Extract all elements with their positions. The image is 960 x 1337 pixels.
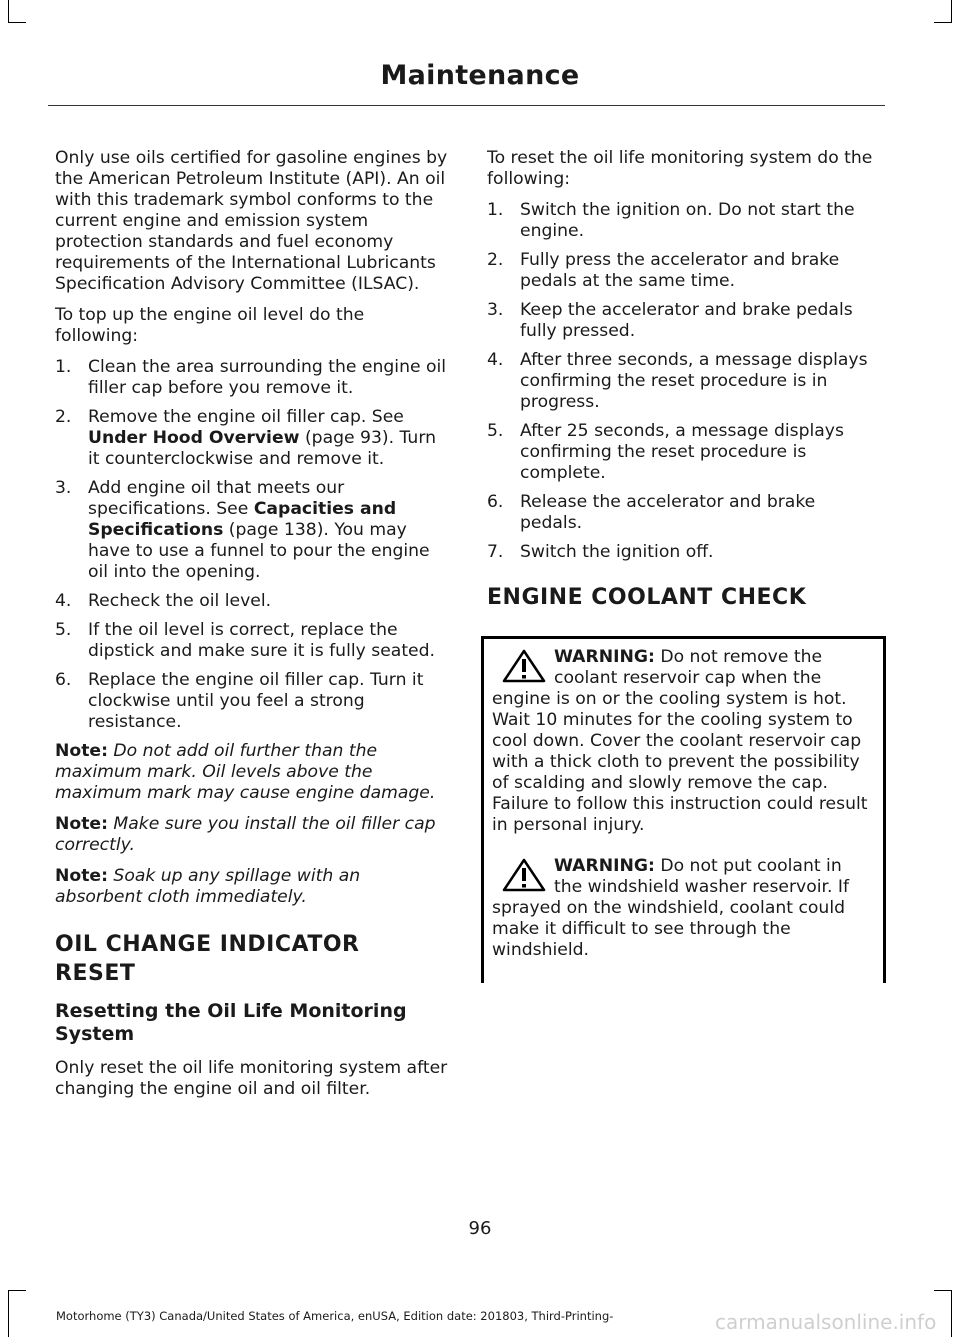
reset-steps	[487, 200, 880, 563]
note-text: Do not add oil further than the maximum mark. Oil levels above the maximum mark may cause engine damage.	[55, 741, 436, 803]
note-label: Note:	[55, 866, 108, 886]
list-item	[487, 300, 880, 342]
note	[55, 866, 448, 908]
warning-triangle-icon	[502, 649, 546, 683]
list-item	[487, 250, 880, 292]
watermark: carmanualsonline.info	[715, 1310, 937, 1334]
list-item	[55, 591, 448, 612]
list-item	[55, 670, 448, 733]
step-number: 7.	[487, 542, 504, 562]
step-text: Keep the accelerator and brake pedals fully pressed.	[520, 300, 853, 341]
note-text: Soak up any spillage with an absorbent cloth immediately.	[55, 866, 361, 907]
section-heading-coolant: ENGINE COOLANT CHECK	[487, 585, 807, 610]
step-text: If the oil level is correct, replace the dipstick and make sure it is fully seated.	[88, 620, 436, 661]
step-text: Recheck the oil level.	[88, 591, 272, 611]
note-label: Note:	[55, 814, 108, 834]
list-item	[487, 421, 880, 484]
step-text: Fully press the accelerator and brake pedals at the same time.	[520, 250, 840, 291]
warning-text: Do not remove the coolant reservoir cap when the engine is on or the cooling system is hot. Wait 10 minutes for the cooling system to cool down. Cover the coolant reservoir cap with a thick cloth to prevent the possibility of scalding and slowly remove the cap. Failure to follow this instruction could result in personal injury.	[492, 647, 868, 835]
note-text: Make sure you install the oil filler cap correctly.	[55, 814, 436, 855]
warning-box	[481, 636, 886, 983]
page-number: 96	[468, 1218, 492, 1239]
step-number: 3.	[55, 478, 72, 498]
top-up-steps	[55, 357, 448, 733]
list-item	[55, 478, 448, 583]
footer-edition-info: Motorhome (TY3) Canada/United States of America, enUSA, Edition date: 201803, Third-Printing-	[56, 1309, 614, 1323]
step-number: 2.	[487, 250, 504, 270]
step-number: 5.	[55, 620, 72, 640]
crop-mark	[8, 0, 9, 22]
list-item	[487, 350, 880, 413]
note	[55, 741, 448, 804]
cross-reference-link[interactable]: Under Hood Overview	[88, 428, 300, 448]
step-number: 4.	[487, 350, 504, 370]
top-up-intro: To top up the engine oil level do the following:	[55, 305, 365, 346]
page-header-title: Maintenance	[380, 60, 580, 91]
step-text: Release the accelerator and brake pedals.	[520, 492, 816, 533]
list-item	[55, 620, 448, 662]
section-heading-line: OIL CHANGE INDICATOR	[55, 932, 360, 957]
step-text: (page 138). You may have to use a funnel to pour the engine oil into the opening.	[88, 520, 430, 582]
crop-mark	[934, 22, 952, 23]
step-number: 6.	[55, 670, 72, 690]
crop-mark	[951, 1290, 952, 1337]
step-number: 6.	[487, 492, 504, 512]
right-column	[487, 148, 880, 983]
step-number: 5.	[487, 421, 504, 441]
crop-mark	[8, 22, 26, 23]
step-number: 4.	[55, 591, 72, 611]
oil-certification-paragraph: Only use oils certified for gasoline engines by the American Petroleum Institute (API). An oil with this trademark symbol conforms to the current engine and emission system protection standards and fuel economy requirements of the International Lubricants Specification Advisory Committee (ILSAC).	[55, 148, 448, 294]
note-label: Note:	[55, 741, 108, 761]
list-item	[487, 492, 880, 534]
left-column	[55, 148, 448, 1110]
warning-block	[492, 647, 875, 836]
step-number: 3.	[487, 300, 504, 320]
cross-reference-link[interactable]: Capacities and Specifications	[88, 499, 397, 540]
list-item	[487, 542, 880, 563]
warning-block	[492, 856, 875, 961]
subheading-resetting: Resetting the Oil Life Monitoring System	[55, 1000, 407, 1045]
step-text: Add engine oil that meets our specifications. See	[88, 478, 345, 519]
crop-mark	[8, 1290, 9, 1337]
step-number: 1.	[55, 357, 72, 377]
step-text: After three seconds, a message displays confirming the reset procedure is in progress.	[520, 350, 868, 412]
step-text: (page 93). Turn it counterclockwise and remove it.	[88, 428, 436, 469]
step-text: Replace the engine oil filler cap. Turn it clockwise until you feel a strong resistance.	[88, 670, 424, 732]
step-text: After 25 seconds, a message displays confirming the reset procedure is complete.	[520, 421, 844, 483]
reset-intro-paragraph: Only reset the oil life monitoring system after changing the engine oil and oil filter.	[55, 1058, 448, 1099]
crop-mark	[934, 1290, 952, 1291]
header-rule	[48, 105, 885, 106]
step-text: Clean the area surrounding the engine oil filler cap before you remove it.	[88, 357, 447, 398]
warning-label: WARNING:	[554, 856, 655, 876]
reset-instructions-intro: To reset the oil life monitoring system do the following:	[487, 148, 873, 189]
step-text: Switch the ignition on. Do not start the engine.	[520, 200, 855, 241]
warning-text: Do not put coolant in the windshield washer reservoir. If sprayed on the windshield, coolant could make it difficult to see through the windshield.	[492, 856, 850, 960]
step-number: 2.	[55, 407, 72, 427]
crop-mark	[8, 1290, 26, 1291]
warning-triangle-icon	[502, 858, 546, 892]
list-item	[55, 407, 448, 470]
crop-mark	[951, 0, 952, 22]
step-number: 1.	[487, 200, 504, 220]
section-heading-oil-change	[55, 930, 448, 988]
section-heading-line: RESET	[55, 961, 136, 986]
list-item	[487, 200, 880, 242]
warning-label: WARNING:	[554, 647, 655, 667]
list-item	[55, 357, 448, 399]
step-text: Remove the engine oil filler cap. See	[88, 407, 404, 427]
note	[55, 814, 448, 856]
step-text: Switch the ignition off.	[520, 542, 714, 562]
